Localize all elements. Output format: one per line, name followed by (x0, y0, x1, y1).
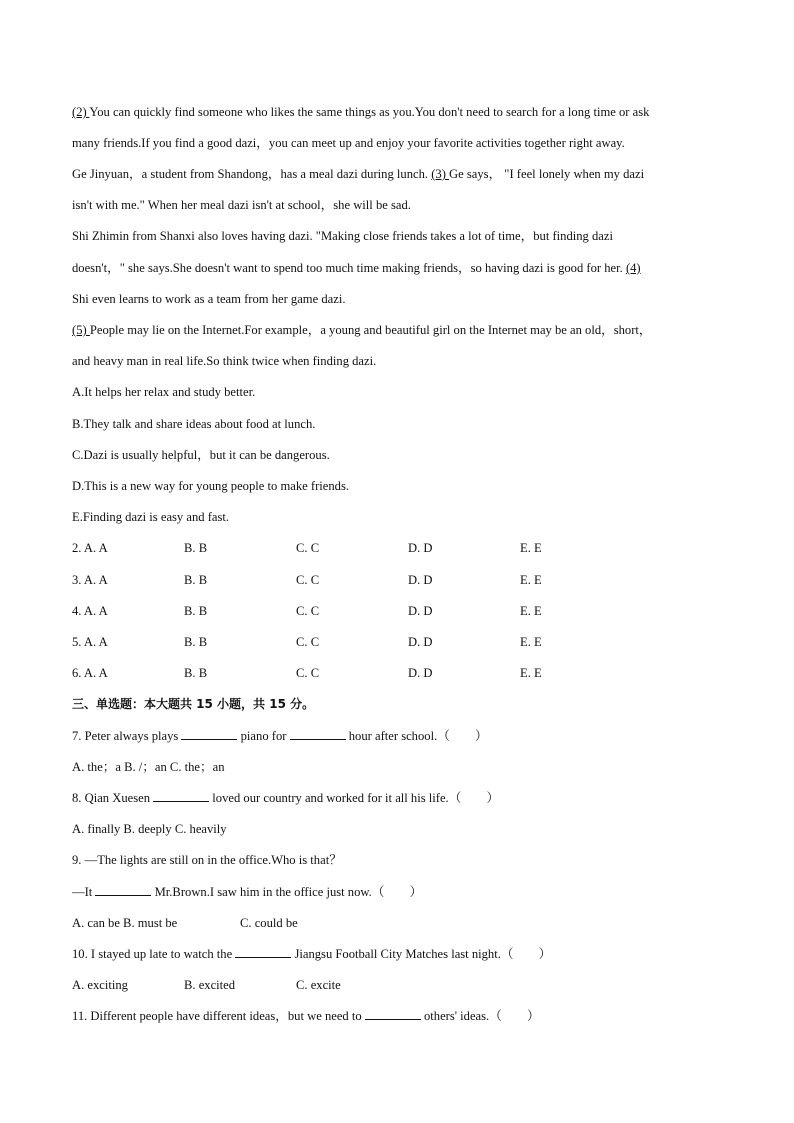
question-7 (72, 728, 488, 744)
answer-option-e[interactable]: E. E (520, 666, 542, 680)
option-c[interactable]: C. excite (296, 978, 341, 992)
answer-blank (153, 790, 209, 802)
answer-option-c[interactable]: C. C (296, 541, 320, 555)
answer-option-d[interactable]: D. D (408, 604, 433, 618)
answer-option-a[interactable]: 5. A. A (72, 635, 108, 649)
choice-a: A.It helps her relax and study better. (72, 385, 256, 399)
answer-blank (95, 884, 151, 896)
passage-line (72, 322, 652, 338)
blank-number-3: (3) (431, 167, 450, 181)
option-c[interactable]: C. could be (240, 916, 298, 930)
answer-option-c[interactable]: C. C (296, 604, 320, 618)
option-a[interactable]: A. exciting (72, 978, 128, 992)
passage-line (72, 260, 641, 276)
answer-option-c[interactable]: C. C (296, 666, 320, 680)
answer-option-b[interactable]: B. B (184, 635, 208, 649)
question-text: others' ideas.（ ） (420, 1009, 540, 1023)
answer-option-a[interactable]: 2. A. A (72, 541, 108, 555)
question-9-dialogue (72, 884, 422, 900)
passage-line: isn't with me." When her meal dazi isn't at school，she will be sad. (72, 198, 411, 212)
question-text: hour after school.（ ） (345, 729, 488, 743)
question-8-options[interactable]: A. finally B. deeply C. heavily (72, 822, 227, 836)
question-text: Mr.Brown.I saw him in the office just now.（ ） (151, 885, 423, 899)
choice-e: E.Finding dazi is easy and fast. (72, 510, 230, 524)
answer-option-d[interactable]: D. D (408, 573, 433, 587)
question-9: 9. —The lights are still on in the office.Who is that？ (72, 853, 342, 867)
passage-line: many friends.If you find a good dazi，you can meet up and enjoy your favorite activities together right away. (72, 136, 625, 150)
answer-blank (365, 1008, 421, 1020)
question-11 (72, 1008, 540, 1024)
answer-option-b[interactable]: B. B (184, 573, 208, 587)
question-text: Jiangsu Football City Matches last night.（ ） (291, 947, 552, 961)
passage-text: Ge Jinyuan，a student from Shandong，has a meal dazi during lunch. (72, 167, 432, 181)
passage-text: Ge says， "I feel lonely when my dazi (449, 167, 645, 181)
answer-option-b[interactable]: B. B (184, 666, 208, 680)
blank-number-4: (4) (625, 261, 641, 275)
option-b[interactable]: B. excited (184, 978, 236, 992)
answer-option-c[interactable]: C. C (296, 573, 320, 587)
option-ab[interactable]: A. can be B. must be (72, 916, 178, 930)
answer-blank (235, 946, 291, 958)
choice-b: B.They talk and share ideas about food at lunch. (72, 417, 316, 431)
answer-blank (181, 728, 237, 740)
question-8 (72, 790, 499, 806)
answer-option-a[interactable]: 6. A. A (72, 666, 108, 680)
passage-line (72, 104, 649, 120)
answer-option-d[interactable]: D. D (408, 635, 433, 649)
question-7-options[interactable]: A. the；a B. /；an C. the；an (72, 760, 225, 774)
answer-option-e[interactable]: E. E (520, 541, 542, 555)
passage-line: and heavy man in real life.So think twice when finding dazi. (72, 354, 377, 368)
answer-option-e[interactable]: E. E (520, 604, 542, 618)
blank-number-5: (5) (72, 323, 90, 337)
answer-option-b[interactable]: B. B (184, 604, 208, 618)
question-text: 11. Different people have different ideas，but we need to (72, 1009, 365, 1023)
passage-line (72, 166, 644, 182)
passage-line: Shi Zhimin from Shanxi also loves having dazi. "Making close friends takes a lot of time，but finding dazi (72, 229, 613, 243)
blank-number-2: (2) (72, 105, 90, 119)
answer-option-e[interactable]: E. E (520, 635, 542, 649)
answer-option-a[interactable]: 3. A. A (72, 573, 108, 587)
answer-option-d[interactable]: D. D (408, 541, 433, 555)
passage-line: Shi even learns to work as a team from her game dazi. (72, 292, 346, 306)
choice-d: D.This is a new way for young people to make friends. (72, 479, 349, 493)
answer-blank (290, 728, 346, 740)
question-text: piano for (237, 729, 290, 743)
question-text: 8. Qian Xuesen (72, 791, 154, 805)
answer-option-c[interactable]: C. C (296, 635, 320, 649)
answer-option-e[interactable]: E. E (520, 573, 542, 587)
answer-option-b[interactable]: B. B (184, 541, 208, 555)
passage-text: People may lie on the Internet.For example，a young and beautiful girl on the Internet may be an old，short， (89, 323, 652, 337)
question-text: loved our country and worked for it all his life.（ ） (209, 791, 500, 805)
passage-text: You can quickly find someone who likes the same things as you.You don't need to search for a long time or ask (89, 105, 650, 119)
question-text: —It (72, 885, 96, 899)
question-text: 10. I stayed up late to watch the (72, 947, 236, 961)
answer-option-a[interactable]: 4. A. A (72, 604, 108, 618)
question-10 (72, 946, 551, 962)
choice-c: C.Dazi is usually helpful，but it can be dangerous. (72, 448, 330, 462)
passage-text: doesn't，" she says.She doesn't want to spend too much time making friends，so having dazi is good for her. (72, 261, 626, 275)
question-text: 7. Peter always plays (72, 729, 182, 743)
answer-option-d[interactable]: D. D (408, 666, 433, 680)
section-heading: 三、单选题：本大题共 15 小题，共 15 分。 (72, 697, 315, 711)
